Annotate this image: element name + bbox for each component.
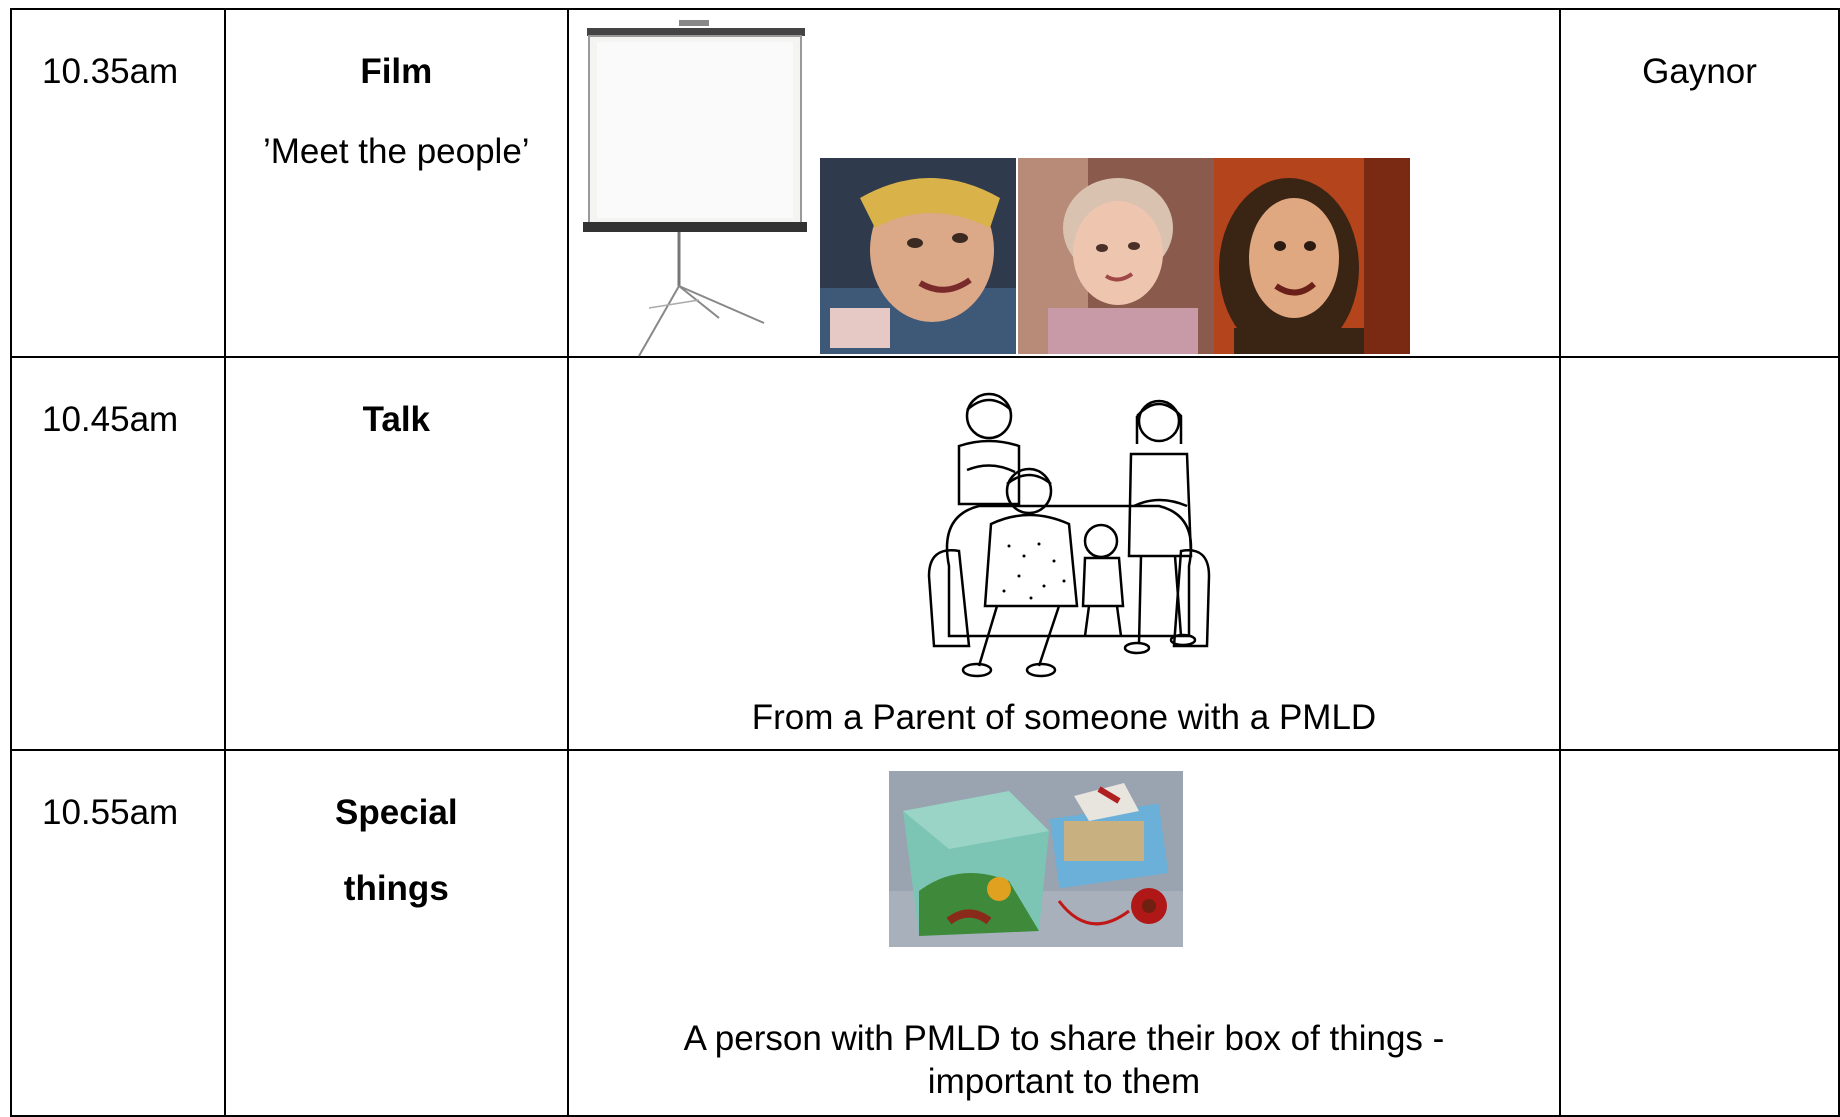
time-cell — [11, 357, 225, 750]
person-photo-1 — [820, 158, 1016, 354]
presenter-cell — [1560, 357, 1839, 750]
row-caption: From a Parent of someone with a PMLD — [751, 698, 1377, 737]
activity-title-line-1: Special — [335, 793, 458, 832]
person-photo-2 — [1018, 158, 1214, 354]
schedule-table — [10, 8, 1840, 1117]
visual-cell — [568, 9, 1560, 357]
row-caption-line-1: A person with PMLD to share their box of things - — [683, 1019, 1445, 1058]
time-text: 10.45am — [42, 400, 179, 439]
time-text: 10.35am — [42, 52, 179, 91]
presenter-cell — [1560, 9, 1839, 357]
table-row — [11, 9, 1839, 357]
activity-cell — [225, 357, 568, 750]
visual-cell — [568, 750, 1560, 1116]
box-of-things-photo — [889, 771, 1183, 947]
presenter-cell — [1560, 750, 1839, 1116]
table-row — [11, 750, 1839, 1116]
time-cell — [11, 9, 225, 357]
activity-cell — [225, 750, 568, 1116]
projector-screen-image — [579, 18, 809, 358]
table-row — [11, 357, 1839, 750]
activity-cell — [225, 9, 568, 357]
person-photo-3 — [1214, 158, 1410, 354]
activity-title-line-2: things — [343, 869, 449, 908]
row-caption-line-2: important to them — [927, 1062, 1201, 1101]
visual-cell — [568, 357, 1560, 750]
activity-title: Talk — [362, 400, 431, 439]
activity-subtitle: ’Meet the people’ — [263, 132, 530, 171]
time-text: 10.55am — [42, 793, 179, 832]
family-drawing-image — [919, 386, 1219, 686]
presenter-name: Gaynor — [1642, 52, 1757, 91]
time-cell — [11, 750, 225, 1116]
activity-title: Film — [360, 52, 433, 91]
